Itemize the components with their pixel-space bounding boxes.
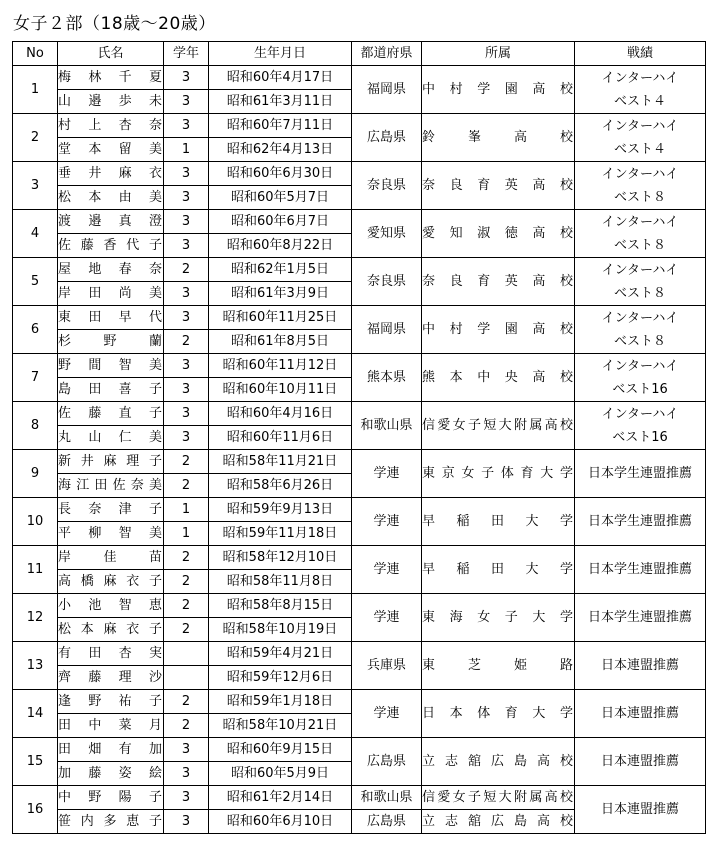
player-name: 渡邉真澄: [58, 210, 164, 234]
player-name: 長奈津子: [58, 498, 164, 522]
player-name: 松本麻衣子: [58, 618, 164, 642]
player-dob: 昭和58年10月21日: [209, 714, 352, 738]
player-dob: 昭和59年1月18日: [209, 690, 352, 714]
table-row: [13, 450, 706, 474]
prefecture: 学連: [352, 498, 422, 546]
player-dob: 昭和61年3月11日: [209, 90, 352, 114]
player-grade: 1: [164, 522, 209, 546]
record: [575, 690, 706, 738]
record: [575, 258, 706, 306]
record-line: 日本連盟推薦: [600, 802, 679, 817]
entry-number: 7: [13, 354, 58, 402]
player-name: 小池智恵: [58, 594, 164, 618]
table-row: [13, 306, 706, 330]
entry-number: 2: [13, 114, 58, 162]
player-grade: 1: [164, 138, 209, 162]
entry-number: 1: [13, 66, 58, 114]
player-grade: 3: [164, 114, 209, 138]
record-line: ベスト16: [612, 429, 668, 445]
record-line: インターハイ: [601, 70, 679, 86]
prefecture: 和歌山県: [352, 402, 422, 450]
player-name: 中野陽子: [58, 786, 164, 810]
player-name: 佐藤直子: [58, 402, 164, 426]
affiliation: 奈良育英高校: [422, 258, 575, 306]
prefecture: 学連: [352, 594, 422, 642]
player-dob: 昭和61年2月14日: [209, 786, 352, 810]
player-dob: 昭和58年6月26日: [209, 474, 352, 498]
affiliation-line: 信愛女子短大附属高校: [422, 786, 574, 810]
player-name: 島田喜子: [58, 378, 164, 402]
prefecture: 学連: [352, 546, 422, 594]
player-dob: 昭和60年10月11日: [209, 378, 352, 402]
player-grade: 2: [164, 546, 209, 570]
header-school: 所属: [422, 42, 575, 66]
entry-number: 3: [13, 162, 58, 210]
player-dob: 昭和61年8月5日: [209, 330, 352, 354]
affiliation: 愛知淑徳高校: [422, 210, 575, 258]
table-row: [13, 66, 706, 90]
player-grade: 3: [164, 354, 209, 378]
player-grade: 3: [164, 786, 209, 810]
record-line: インターハイ: [601, 118, 679, 134]
record-line: ベスト８: [613, 333, 666, 349]
affiliation: 奈良育英高校: [422, 162, 575, 210]
affiliation: 早稲田大学: [422, 498, 575, 546]
header-grade: 学年: [164, 42, 209, 66]
player-grade: 2: [164, 714, 209, 738]
affiliation: 東海女子大学: [422, 594, 575, 642]
table-row: [13, 114, 706, 138]
player-name: 齊藤理沙: [58, 666, 164, 690]
player-grade: 3: [164, 66, 209, 90]
header-dob: 生年月日: [209, 42, 352, 66]
page-title: 女子２部（18歳～20歳）: [13, 14, 216, 34]
player-dob: 昭和60年6月10日: [209, 810, 352, 834]
affiliation: 早稲田大学: [422, 546, 575, 594]
record: [575, 546, 706, 594]
player-grade: 3: [164, 810, 209, 834]
record-line: インターハイ: [601, 262, 679, 278]
record-line: 日本連盟推薦: [600, 658, 679, 673]
player-name: 笹内多恵子: [58, 810, 164, 834]
table-row: [13, 210, 706, 234]
record-line: インターハイ: [601, 358, 679, 374]
player-dob: 昭和60年4月17日: [209, 66, 352, 90]
record: [575, 66, 706, 114]
record-line: ベスト８: [613, 189, 666, 205]
prefecture: 兵庫県: [352, 642, 422, 690]
table-row: [13, 498, 706, 522]
record-line: インターハイ: [601, 406, 679, 422]
record-line: ベスト４: [613, 93, 666, 109]
player-name: 垂井麻衣: [58, 162, 164, 186]
entry-number: 8: [13, 402, 58, 450]
prefecture: [352, 786, 422, 834]
record: [575, 786, 706, 834]
player-grade: 3: [164, 282, 209, 306]
player-grade: 3: [164, 162, 209, 186]
record: [575, 642, 706, 690]
prefecture: 愛知県: [352, 210, 422, 258]
player-name: 田中菜月: [58, 714, 164, 738]
prefecture: 広島県: [352, 738, 422, 786]
player-name: 松本由美: [58, 186, 164, 210]
record-line: ベスト16: [612, 381, 668, 397]
table-row: [13, 690, 706, 714]
header-result: 戦績: [575, 42, 706, 66]
affiliation: 立志舘広島高校: [422, 738, 575, 786]
player-grade: [164, 666, 209, 690]
affiliation: 東芝姫路: [422, 642, 575, 690]
player-grade: 3: [164, 378, 209, 402]
player-name: 岸田尚美: [58, 282, 164, 306]
player-grade: 2: [164, 570, 209, 594]
player-grade: 2: [164, 474, 209, 498]
prefecture: 福岡県: [352, 306, 422, 354]
record: [575, 210, 706, 258]
entry-number: 16: [13, 786, 58, 834]
record: [575, 738, 706, 786]
record-line: インターハイ: [601, 310, 679, 326]
table-row: [13, 786, 706, 810]
player-name: 野間智美: [58, 354, 164, 378]
header-pref: 都道府県: [352, 42, 422, 66]
player-name: 加藤姿絵: [58, 762, 164, 786]
player-grade: 3: [164, 210, 209, 234]
player-dob: 昭和60年5月9日: [209, 762, 352, 786]
player-name: 丸山仁美: [58, 426, 164, 450]
table-row: [13, 642, 706, 666]
player-dob: 昭和58年11月21日: [209, 450, 352, 474]
player-dob: 昭和60年8月22日: [209, 234, 352, 258]
roster-body: [13, 66, 706, 834]
affiliation: 中村学園高校: [422, 66, 575, 114]
player-grade: 3: [164, 234, 209, 258]
player-dob: 昭和58年12月10日: [209, 546, 352, 570]
entry-number: 5: [13, 258, 58, 306]
player-grade: 3: [164, 402, 209, 426]
record-line: 日本学生連盟推薦: [587, 514, 692, 529]
player-dob: 昭和59年9月13日: [209, 498, 352, 522]
player-dob: 昭和58年11月8日: [209, 570, 352, 594]
prefecture-line: 和歌山県: [352, 786, 421, 810]
header-name: 氏名: [58, 42, 164, 66]
table-row: [13, 546, 706, 570]
player-grade: 3: [164, 306, 209, 330]
prefecture-line: 広島県: [366, 814, 406, 829]
player-grade: 3: [164, 738, 209, 762]
player-dob: 昭和59年11月18日: [209, 522, 352, 546]
player-name: 新井麻理子: [58, 450, 164, 474]
player-dob: 昭和62年1月5日: [209, 258, 352, 282]
player-dob: 昭和58年10月19日: [209, 618, 352, 642]
entry-number: 9: [13, 450, 58, 498]
player-grade: 2: [164, 258, 209, 282]
player-dob: 昭和60年6月30日: [209, 162, 352, 186]
player-name: 海江田佐奈美: [58, 474, 164, 498]
entry-number: 6: [13, 306, 58, 354]
header-no: No: [13, 42, 58, 66]
player-name: 山邉歩未: [58, 90, 164, 114]
affiliation: 鈴峯高校: [422, 114, 575, 162]
table-row: [13, 258, 706, 282]
affiliation: 中村学園高校: [422, 306, 575, 354]
affiliation: 熊本中央高校: [422, 354, 575, 402]
player-dob: 昭和61年3月9日: [209, 282, 352, 306]
prefecture: 熊本県: [352, 354, 422, 402]
roster-table: [12, 41, 706, 834]
record-line: ベスト４: [613, 141, 666, 157]
player-grade: 2: [164, 594, 209, 618]
player-name: 田畑有加: [58, 738, 164, 762]
player-dob: 昭和60年4月16日: [209, 402, 352, 426]
record-line: 日本学生連盟推薦: [587, 610, 692, 625]
record-line: インターハイ: [601, 214, 679, 230]
player-grade: 3: [164, 186, 209, 210]
prefecture: 福岡県: [352, 66, 422, 114]
entry-number: 11: [13, 546, 58, 594]
prefecture: 広島県: [352, 114, 422, 162]
header-row: [13, 42, 706, 66]
table-row: [13, 402, 706, 426]
player-grade: 2: [164, 618, 209, 642]
player-name: 屋地春奈: [58, 258, 164, 282]
record-line: 日本連盟推薦: [600, 706, 679, 721]
entry-number: 15: [13, 738, 58, 786]
player-dob: 昭和60年11月12日: [209, 354, 352, 378]
record: [575, 354, 706, 402]
player-dob: 昭和62年4月13日: [209, 138, 352, 162]
player-grade: 2: [164, 690, 209, 714]
affiliation: 信愛女子短大附属高校: [422, 402, 575, 450]
record-line: 日本学生連盟推薦: [587, 466, 692, 481]
player-grade: 2: [164, 450, 209, 474]
player-dob: 昭和59年4月21日: [209, 642, 352, 666]
record: [575, 306, 706, 354]
record: [575, 594, 706, 642]
player-name: 有田杏実: [58, 642, 164, 666]
player-grade: 3: [164, 426, 209, 450]
player-dob: 昭和60年5月7日: [209, 186, 352, 210]
affiliation-line: 立志舘広島高校: [422, 814, 574, 829]
table-row: [13, 594, 706, 618]
record-line: インターハイ: [601, 166, 679, 182]
prefecture: 奈良県: [352, 162, 422, 210]
player-dob: 昭和60年6月7日: [209, 210, 352, 234]
player-name: 佐藤香代子: [58, 234, 164, 258]
prefecture: 奈良県: [352, 258, 422, 306]
player-grade: [164, 642, 209, 666]
player-dob: 昭和58年8月15日: [209, 594, 352, 618]
record-line: ベスト８: [613, 237, 666, 253]
player-name: 東田早代: [58, 306, 164, 330]
record-line: 日本連盟推薦: [600, 754, 679, 769]
player-name: 岸佳苗: [58, 546, 164, 570]
player-dob: 昭和60年11月6日: [209, 426, 352, 450]
player-name: 平柳智美: [58, 522, 164, 546]
prefecture: 学連: [352, 450, 422, 498]
player-grade: 2: [164, 330, 209, 354]
entry-number: 13: [13, 642, 58, 690]
player-name: 杉野蘭: [58, 330, 164, 354]
table-row: [13, 162, 706, 186]
player-grade: 1: [164, 498, 209, 522]
affiliation: 東京女子体育大学: [422, 450, 575, 498]
record: [575, 450, 706, 498]
table-row: [13, 354, 706, 378]
entry-number: 10: [13, 498, 58, 546]
player-name: 逢野祐子: [58, 690, 164, 714]
player-grade: 3: [164, 762, 209, 786]
player-name: 堂本留美: [58, 138, 164, 162]
player-grade: 3: [164, 90, 209, 114]
record: [575, 402, 706, 450]
player-dob: 昭和59年12月6日: [209, 666, 352, 690]
affiliation: 日本体育大学: [422, 690, 575, 738]
table-row: [13, 738, 706, 762]
player-name: 梅林千夏: [58, 66, 164, 90]
record-line: 日本学生連盟推薦: [587, 562, 692, 577]
record: [575, 498, 706, 546]
player-name: 高橋麻衣子: [58, 570, 164, 594]
record: [575, 114, 706, 162]
record-line: ベスト８: [613, 285, 666, 301]
player-dob: 昭和60年11月25日: [209, 306, 352, 330]
prefecture: 学連: [352, 690, 422, 738]
player-dob: 昭和60年9月15日: [209, 738, 352, 762]
entry-number: 4: [13, 210, 58, 258]
entry-number: 14: [13, 690, 58, 738]
player-name: 村上杏奈: [58, 114, 164, 138]
record: [575, 162, 706, 210]
affiliation: [422, 786, 575, 834]
entry-number: 12: [13, 594, 58, 642]
player-dob: 昭和60年7月11日: [209, 114, 352, 138]
